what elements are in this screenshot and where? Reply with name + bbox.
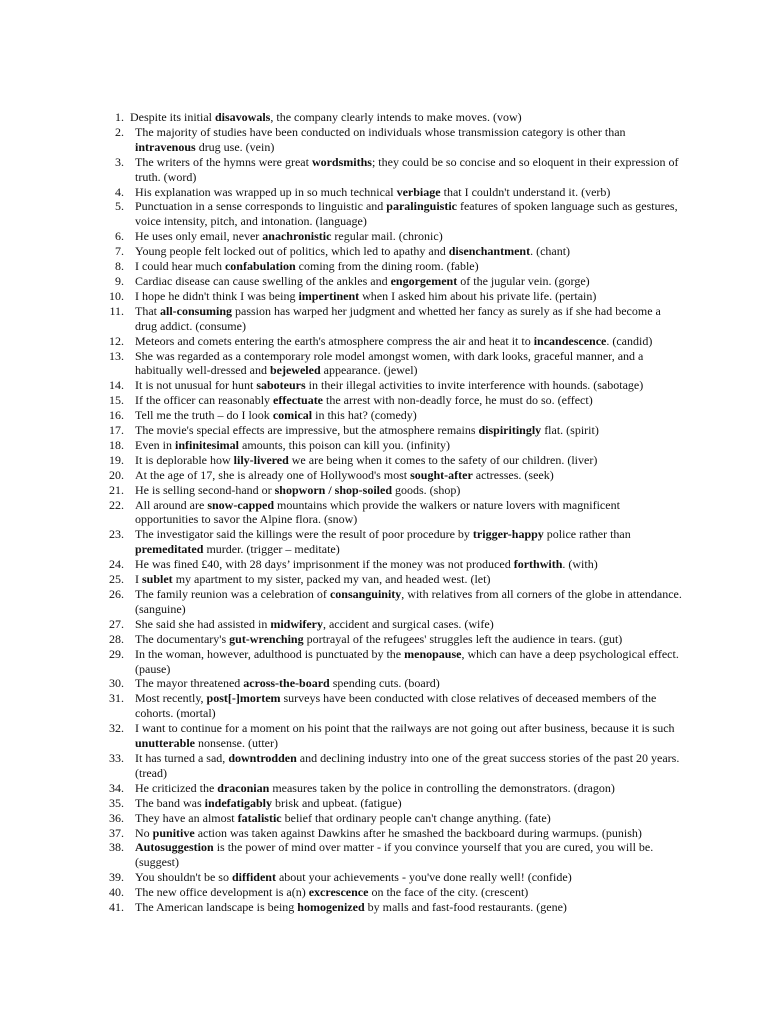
list-item [100, 870, 682, 885]
target-word: Autosuggestion [135, 840, 214, 855]
target-word: verbiage [396, 184, 441, 199]
target-word: wordsmiths [311, 154, 372, 169]
item-number: 36. [109, 810, 124, 825]
target-word: across-the-board [243, 676, 330, 691]
list-item [100, 423, 682, 438]
sentence-fragment: Punctuation in a sense corresponds to linguistic and [135, 199, 387, 214]
sentence-fragment: Meteors and comets entering the earth's atmosphere compress the air and heat it to [135, 333, 534, 348]
sentence-fragment: measures taken by the police in controlling the demonstrators. (dragon) [269, 780, 615, 795]
target-word: paralinguistic [386, 199, 457, 214]
list-item [100, 334, 682, 349]
item-number: 37. [109, 825, 124, 840]
item-number: 33. [109, 750, 124, 765]
list-item [100, 498, 682, 528]
list-item [100, 229, 682, 244]
sentence-fragment: is the power of mind over matter - if you convince yourself that you are cured, you will be. (suggest) [135, 840, 654, 870]
sentence-fragment: No [135, 825, 153, 840]
sentence-fragment: , which can have a deep psychological effect. (pause) [135, 646, 679, 676]
sentence-fragment: All around are [135, 497, 208, 512]
sentence-fragment: by malls and fast-food restaurants. (gene) [364, 900, 567, 915]
target-word: disavowals [215, 110, 271, 124]
sentence-fragment: They have an almost [135, 810, 238, 825]
sentence-fragment: . (chant) [530, 244, 571, 259]
target-word: engorgement [390, 273, 458, 288]
sentence-fragment: . (with) [562, 557, 598, 572]
item-number: 28. [109, 631, 124, 646]
item-text [135, 378, 682, 393]
item-text [135, 334, 682, 349]
target-word: midwifery [270, 616, 323, 631]
item-text [135, 721, 682, 751]
item-number: 40. [109, 885, 124, 900]
item-number: 14. [109, 378, 124, 393]
item-text [135, 691, 682, 721]
list-item [100, 289, 682, 304]
sentence-fragment: She was regarded as a contemporary role model amongst women, with dark looks, graceful manner, and a habitually well-dressed and [135, 348, 644, 378]
target-word: post[-]mortem [206, 691, 281, 706]
list-item [100, 125, 682, 155]
list-item [100, 244, 682, 259]
target-word: incandescence [533, 333, 607, 348]
item-text [135, 498, 682, 528]
target-word: forthwith [513, 557, 563, 572]
item-text [135, 811, 682, 826]
list-item [100, 751, 682, 781]
list-item [100, 811, 682, 826]
list-item [100, 617, 682, 632]
sentence-fragment: drug use. (vein) [195, 139, 275, 154]
item-text [135, 632, 682, 647]
sentence-fragment: The family reunion was a celebration of [135, 587, 330, 601]
item-text [135, 647, 682, 677]
list-item [100, 110, 682, 125]
item-text [135, 423, 682, 438]
sentence-fragment: actresses. (seek) [472, 467, 554, 482]
target-word: disenchantment [448, 244, 531, 259]
sentence-fragment: belief that ordinary people can't change anything. (fate) [281, 810, 551, 825]
item-text [135, 840, 682, 870]
sentence-fragment: regular mail. (chronic) [331, 229, 443, 244]
item-number: 3. [115, 154, 124, 169]
item-text [135, 483, 682, 498]
list-item [100, 185, 682, 200]
item-text [135, 676, 682, 691]
item-number: 10. [109, 288, 124, 303]
item-text [135, 617, 682, 632]
sentence-fragment: appearance. (jewel) [320, 363, 418, 378]
sentence-fragment: The movie's special effects are impressive, but the atmosphere remains [135, 423, 479, 438]
sentence-fragment: Even in [135, 437, 175, 452]
list-item [100, 378, 682, 393]
item-number: 7. [115, 244, 124, 259]
target-word: unutterable [135, 736, 195, 751]
sentence-fragment: It is deplorable how [135, 452, 234, 467]
target-word: snow-capped [207, 497, 274, 512]
sentence-fragment: in this hat? (comedy) [312, 408, 417, 423]
list-item [100, 393, 682, 408]
sentence-fragment: The investigator said the killings were the result of poor procedure by [135, 527, 473, 542]
target-word: effectuate [273, 393, 324, 408]
sentence-fragment: Despite its initial [130, 110, 215, 124]
target-word: all-consuming [160, 303, 233, 318]
list-item [100, 527, 682, 557]
item-number: 34. [109, 780, 124, 795]
sentence-fragment: . (candid) [606, 333, 653, 348]
item-number: 11. [109, 303, 124, 318]
item-number: 35. [109, 795, 124, 810]
target-word: draconian [217, 780, 270, 795]
sentence-fragment: The band was [135, 795, 205, 810]
sentence-fragment: police rather than [543, 527, 631, 542]
item-number: 39. [109, 870, 124, 885]
sentence-fragment: ; they could be so concise and so eloquent in their expression of truth. (word) [135, 154, 679, 184]
list-item [100, 676, 682, 691]
item-text [135, 527, 682, 557]
sentence-fragment: passion has warped her judgment and whetted her fancy as surely as if she had become a drug addict. (consume) [135, 303, 661, 333]
target-word: sublet [142, 572, 173, 587]
sentence-fragment: mountains which provide the walkers or nature lovers with magnificent opportunities to savor the Alpine flora. (snow) [135, 497, 620, 527]
list-item [100, 199, 682, 229]
sentence-fragment: in their illegal activities to invite interference with hounds. (sabotage) [305, 378, 644, 393]
target-word: punitive [152, 825, 195, 840]
sentence-fragment: That [135, 303, 160, 318]
item-number: 4. [115, 184, 124, 199]
item-text [135, 125, 682, 155]
list-item [100, 468, 682, 483]
list-item [100, 349, 682, 379]
list-item [100, 647, 682, 677]
sentence-fragment: Young people felt locked out of politics, which led to apathy and [135, 244, 449, 259]
list-item [100, 438, 682, 453]
item-number: 15. [109, 393, 124, 408]
target-word: downtrodden [228, 750, 297, 765]
item-number: 20. [109, 467, 124, 482]
item-text [135, 468, 682, 483]
sentence-fragment: At the age of 17, she is already one of Hollywood's most [135, 467, 411, 482]
sentence-fragment: You shouldn't be so [135, 870, 232, 885]
item-number: 21. [109, 482, 124, 497]
sentence-fragment: He is selling second-hand or [135, 482, 275, 497]
item-number: 32. [109, 721, 124, 736]
sentence-fragment: , accident and surgical cases. (wife) [322, 616, 494, 631]
item-text [135, 259, 682, 274]
sentence-fragment: portrayal of the refugees' struggles left the audience in tears. (gut) [303, 631, 623, 646]
item-number: 27. [109, 616, 124, 631]
item-text [130, 110, 682, 125]
target-word: impertinent [298, 288, 360, 303]
target-word: trigger-happy [472, 527, 544, 542]
sentence-fragment: we are being when it comes to the safety of our children. (liver) [288, 452, 598, 467]
list-item [100, 826, 682, 841]
target-word: indefatigably [204, 795, 272, 810]
target-word: comical [272, 408, 313, 423]
item-text [135, 438, 682, 453]
target-word: infinitesimal [175, 437, 240, 452]
sentence-fragment: when I asked him about his private life. (pertain) [359, 288, 597, 303]
target-word: fatalistic [237, 810, 282, 825]
target-word: consanguinity [329, 587, 402, 601]
item-text [135, 870, 682, 885]
item-number: 24. [109, 557, 124, 572]
item-number: 19. [109, 452, 124, 467]
target-word: dispiritingly [478, 423, 542, 438]
sentence-fragment: action was taken against Dawkins after he smashed the backboard during warmups. (punish) [194, 825, 642, 840]
target-word: diffident [231, 870, 276, 885]
sentence-fragment: about your achievements - you've done really well! (confide) [275, 870, 572, 885]
item-text [135, 781, 682, 796]
item-text [135, 304, 682, 334]
sentence-fragment: murder. (trigger – meditate) [203, 542, 340, 557]
sentence-fragment: nonsense. (utter) [195, 736, 278, 751]
list-item [100, 155, 682, 185]
list-item [100, 408, 682, 423]
item-number: 41. [109, 900, 124, 915]
item-number: 16. [109, 408, 124, 423]
sentence-fragment: my apartment to my sister, packed my van, and headed west. (let) [172, 572, 491, 587]
sentence-fragment: He criticized the [135, 780, 218, 795]
target-word: saboteurs [256, 378, 306, 393]
sentence-fragment: Cardiac disease can cause swelling of the ankles and [135, 273, 391, 288]
item-text [135, 408, 682, 423]
sentence-fragment: In the woman, however, adulthood is punctuated by the [135, 646, 405, 661]
sentence-fragment: It has turned a sad, [135, 750, 229, 765]
sentence-fragment: He uses only email, never [135, 229, 263, 244]
item-text [135, 393, 682, 408]
sentence-fragment: I could hear much [135, 259, 225, 274]
target-word: anachronistic [262, 229, 332, 244]
item-number: 23. [109, 527, 124, 542]
sentence-fragment: brisk and upbeat. (fatigue) [272, 795, 402, 810]
item-text [135, 751, 682, 781]
item-text [135, 826, 682, 841]
item-text [135, 885, 682, 900]
sentence-fragment: that I couldn't understand it. (verb) [440, 184, 611, 199]
list-item [100, 691, 682, 721]
item-number: 2. [115, 124, 124, 139]
sentence-fragment: He was fined £40, with 28 days’ imprisonment if the money was not produced [135, 557, 514, 572]
list-item [100, 900, 682, 915]
sentence-fragment: amounts, this poison can kill you. (infinity) [239, 437, 450, 452]
item-number: 18. [109, 437, 124, 452]
list-item [100, 453, 682, 468]
item-number: 5. [115, 199, 124, 214]
item-text [135, 349, 682, 379]
sentence-fragment: spending cuts. (board) [329, 676, 440, 691]
list-item [100, 274, 682, 289]
target-word: homogenized [297, 900, 365, 915]
item-text [135, 274, 682, 289]
item-text [135, 557, 682, 572]
list-item [100, 796, 682, 811]
item-number: 26. [109, 587, 124, 601]
list-item [100, 587, 682, 617]
item-number: 12. [109, 333, 124, 348]
target-word: shopworn / shop-soiled [274, 482, 393, 497]
target-word: sought-after [410, 467, 473, 482]
target-word: confabulation [224, 259, 296, 274]
list-item [100, 259, 682, 274]
sentence-fragment: She said she had assisted in [135, 616, 271, 631]
sentence-fragment: The mayor threatened [135, 676, 244, 691]
sentence-fragment: Tell me the truth – do I look [135, 408, 273, 423]
sentence-fragment: If the officer can reasonably [135, 393, 274, 408]
list-item [100, 632, 682, 647]
target-word: intravenous [135, 139, 196, 154]
sentence-fragment: flat. (spirit) [541, 423, 599, 438]
list-item [100, 483, 682, 498]
item-text [135, 155, 682, 185]
item-text [135, 199, 682, 229]
sentence-fragment: on the face of the city. (crescent) [368, 885, 529, 900]
target-word: lily-livered [233, 452, 289, 467]
item-text [135, 572, 682, 587]
item-number: 9. [115, 273, 124, 288]
item-number: 29. [109, 646, 124, 661]
item-number: 1. [115, 110, 124, 124]
item-number: 22. [109, 497, 124, 512]
list-item [100, 304, 682, 334]
item-number: 13. [109, 348, 124, 363]
list-item [100, 572, 682, 587]
target-word: bejeweled [269, 363, 321, 378]
list-item [100, 885, 682, 900]
sentence-fragment: The majority of studies have been conducted on individuals whose transmission category is other than [135, 124, 626, 139]
numbered-list [100, 110, 682, 915]
sentence-fragment: , with relatives from all corners of the globe in attendance. (sanguine) [135, 587, 682, 616]
sentence-fragment: His explanation was wrapped up in so much technical [135, 184, 397, 199]
item-number: 25. [109, 572, 124, 587]
sentence-fragment: Most recently, [135, 691, 207, 706]
list-item [100, 557, 682, 572]
item-number: 17. [109, 423, 124, 438]
sentence-fragment: It is not unusual for hunt [135, 378, 257, 393]
item-text [135, 587, 682, 617]
list-item [100, 721, 682, 751]
item-text [135, 900, 682, 915]
sentence-fragment: I want to continue for a moment on his point that the railways are not going out after business, because it is such [135, 721, 675, 736]
target-word: premeditated [135, 542, 204, 557]
item-text [135, 244, 682, 259]
item-text [135, 453, 682, 468]
item-number: 6. [115, 229, 124, 244]
target-word: excrescence [308, 885, 369, 900]
item-number: 31. [109, 691, 124, 706]
item-text [135, 289, 682, 304]
item-number: 8. [115, 259, 124, 274]
item-number: 38. [109, 840, 124, 855]
sentence-fragment: , the company clearly intends to make moves. (vow) [270, 110, 522, 124]
sentence-fragment: goods. (shop) [392, 482, 461, 497]
target-word: menopause [404, 646, 462, 661]
sentence-fragment: the arrest with non-deadly force, he must do so. (effect) [323, 393, 593, 408]
list-item [100, 840, 682, 870]
item-text [135, 796, 682, 811]
target-word: gut-wrenching [229, 631, 304, 646]
sentence-fragment: The American landscape is being [135, 900, 298, 915]
sentence-fragment: I [135, 572, 142, 587]
sentence-fragment: The documentary's [135, 631, 230, 646]
item-text [135, 229, 682, 244]
sentence-fragment: The new office development is a(n) [135, 885, 309, 900]
sentence-fragment: features of spoken language such as gestures, voice intensity, pitch, and intonation. (language) [135, 199, 678, 229]
sentence-fragment: I hope he didn't think I was being [135, 288, 299, 303]
sentence-fragment: and declining industry into one of the great success stories of the past 20 years. (tread) [135, 750, 680, 780]
sentence-fragment: surveys have been conducted with close relatives of deceased members of the cohorts. (mortal) [135, 691, 657, 721]
sentence-fragment: of the jugular vein. (gorge) [457, 273, 590, 288]
item-text [135, 185, 682, 200]
list-item [100, 781, 682, 796]
sentence-fragment: coming from the dining room. (fable) [295, 259, 479, 274]
item-number: 30. [109, 676, 124, 691]
sentence-fragment: The writers of the hymns were great [135, 154, 312, 169]
